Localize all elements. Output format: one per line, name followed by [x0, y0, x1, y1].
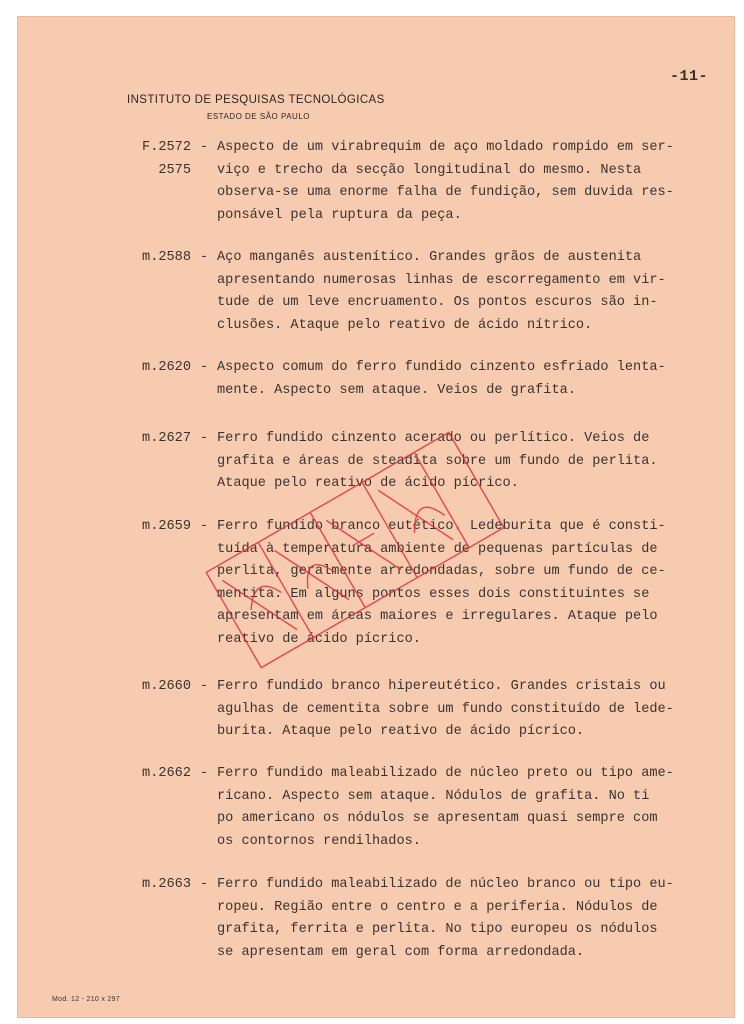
entry-line: apresentam em áreas maiores e irregulares. Ataque pelo: [217, 609, 658, 624]
entry-code: m.2627: [142, 431, 191, 446]
entry-line: se apresentam em geral com forma arredondada.: [217, 944, 585, 960]
entry-dash: -: [200, 766, 209, 781]
entry-text: [217, 428, 717, 496]
entry-line: apresentando numerosas linhas de escorregamento em vir-: [217, 272, 666, 288]
entry-line: grafita, ferrita e perlita. No tipo europeu os nódulos: [217, 922, 658, 937]
entry-line: tude de um leve encruamento. Os pontos escuros são in-: [217, 295, 658, 310]
entry-text: [217, 763, 717, 853]
entry-line: Aço manganês austenítico. Grandes grãos de austenita: [217, 250, 642, 265]
entry-code: F.2572 2575: [142, 140, 191, 178]
page-number: -11-: [670, 68, 709, 85]
entry-line: perlita, geralmente arredondadas, sobre um fundo de ce-: [217, 564, 666, 579]
entry-line: po americano os nódulos se apresentam quasi sempre com: [217, 811, 658, 826]
entry-line: Ferro fundido branco hipereutético. Grandes cristais ou: [217, 679, 666, 694]
entry-line: Ataque pelo reativo de ácido pícrico.: [217, 476, 519, 491]
entry-line: reativo de ácido pícrico.: [217, 631, 421, 647]
entry-text: [217, 516, 717, 651]
entry-line: observa-se uma enorme falha de fundição, sem duvida res-: [217, 185, 674, 200]
entry-line: tuída à temperatura ambiente de pequenas partículas de: [217, 541, 658, 557]
entry-line: Ferro fundido cinzento acerado ou perlítico. Veios de: [217, 431, 650, 446]
entry-line: Aspecto de um virabrequim de aço moldado rompido em ser-: [217, 140, 674, 155]
entry-line: burita. Ataque pelo reativo de ácido pícrico.: [217, 724, 585, 739]
entry-dash: -: [200, 250, 209, 265]
entry-dash: -: [200, 140, 209, 155]
entry-code: m.2659: [142, 519, 191, 534]
entry-text: [217, 357, 717, 402]
entry-text: [217, 874, 717, 964]
entry-line: Ferro fundido maleabilizado de núcleo preto ou tipo ame-: [217, 766, 674, 781]
entry-dash: -: [200, 519, 209, 534]
entry-line: clusões. Ataque pelo reativo de ácido nítrico.: [217, 317, 593, 333]
entry-line: mentita. Em alguns pontos esses dois constituintes se: [217, 586, 650, 602]
entry-line: agulhas de cementita sobre um fundo constituído de lede-: [217, 701, 674, 717]
entry-code: m.2588: [142, 250, 191, 265]
entry-line: Ferro fundido maleabilizado de núcleo branco ou tipo eu-: [217, 877, 674, 892]
entry-code: m.2662: [142, 766, 191, 781]
entry-line: grafita e áreas de steadita sobre um fundo de perlita.: [217, 453, 658, 469]
entry-text: [217, 247, 717, 337]
entry-line: mente. Aspecto sem ataque. Veios de grafita.: [217, 382, 576, 398]
entry-line: Ferro fundido branco eutético. Ledeburita que é consti-: [217, 519, 666, 534]
entry-dash: -: [200, 431, 209, 446]
entry-code: m.2663: [142, 877, 191, 892]
entry-line: os contornos rendilhados.: [217, 833, 421, 849]
letterhead-state: ESTADO DE SÃO PAULO: [207, 112, 311, 121]
entry-line: viço e trecho da secção longitudinal do mesmo. Nesta: [217, 162, 642, 178]
entry-dash: -: [200, 679, 209, 694]
entry-line: ricano. Aspecto sem ataque. Nódulos de grafita. No ti: [217, 788, 650, 804]
entry-code: m.2620: [142, 360, 191, 375]
entry-text: [217, 137, 717, 227]
entry-code: m.2660: [142, 679, 191, 694]
form-footer: Mod. 12 - 210 x 297: [52, 996, 120, 1003]
entry-dash: -: [200, 877, 209, 892]
entry-line: Aspecto comum do ferro fundido cinzento esfriado lenta-: [217, 360, 666, 375]
entry-dash: -: [200, 360, 209, 375]
entry-line: ropeu. Região entre o centro e a periferia. Nódulos de: [217, 899, 658, 915]
entry-text: [217, 676, 717, 744]
letterhead-institution: INSTITUTO DE PESQUISAS TECNOLÓGICAS: [127, 94, 385, 106]
entry-line: ponsável pela ruptura da peça.: [217, 207, 462, 223]
